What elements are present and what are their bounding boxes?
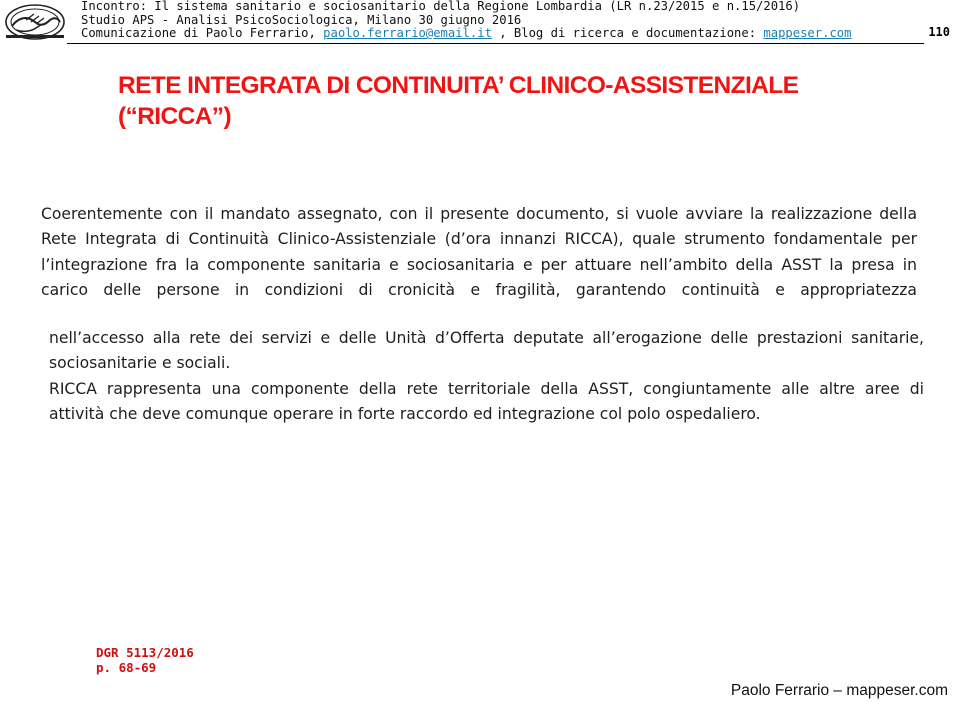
header (81, 0, 901, 41)
header-contact-prefix: Comunicazione di Paolo Ferrario, (81, 26, 324, 40)
slide-title (118, 70, 918, 132)
paragraph-continuation (49, 326, 924, 428)
footer-credit: Paolo Ferrario – mappeser.com (730, 682, 948, 699)
source-reference-pages: p. 68-69 (96, 660, 157, 675)
paragraph-line: Rete Integrata di Continuità Clinico-Assistenziale (d’ora innanzi RICCA), quale strumento fondamentale per (41, 230, 917, 249)
source-reference (96, 645, 194, 675)
header-contact-middle: , Blog di ricerca e documentazione: (491, 26, 764, 40)
slide-title-line-2: (“RICCA”) (118, 103, 231, 130)
source-reference-dgr: DGR 5113/2016 (96, 645, 194, 660)
slide-title-line-1: RETE INTEGRATA DI CONTINUITA’ CLINICO-ASSISTENZIALE (118, 72, 799, 99)
handshake-logo-icon (4, 2, 66, 42)
header-event-line: Incontro: Il sistema sanitario e sociosanitario della Regione Lombardia (LR n.23/2015 e n.15/2016) (81, 0, 801, 13)
paragraph-line: Coerentemente con il mandato assegnato, con il presente documento, si vuole avviare la realizzazione della (41, 205, 917, 223)
paragraph-line: RICCA rappresenta una componente della rete territoriale della ASST, congiuntamente alle altre aree di (49, 379, 924, 398)
paragraph-line: carico delle persone in condizioni di cronicità e fragilità, garantendo continuità e appropriatezza (41, 281, 917, 300)
blog-link[interactable]: mappeser.com (763, 26, 852, 40)
header-contact-line (81, 27, 901, 41)
header-divider (67, 43, 924, 44)
paragraph-line: sociosanitarie e sociali. (49, 354, 231, 373)
header-studio-line: Studio APS - Analisi PsicoSociologica, Milano 30 giugno 2016 (81, 12, 522, 27)
paragraph-line: nell’accesso alla rete dei servizi e delle Unità d’Offerta deputate all’erogazione delle prestazioni sanitarie, (49, 329, 924, 347)
paragraph-line: l’integrazione fra la componente sanitaria e sociosanitaria e per attuare nell’ambito della ASST la presa in (41, 255, 917, 274)
email-link[interactable]: paolo.ferrario@email.it (323, 26, 492, 40)
page-number: 110 (928, 25, 950, 39)
paragraph-line: attività che deve comunque operare in forte raccordo ed integrazione col polo ospedaliero. (49, 405, 761, 424)
paragraph-intro (41, 202, 917, 304)
